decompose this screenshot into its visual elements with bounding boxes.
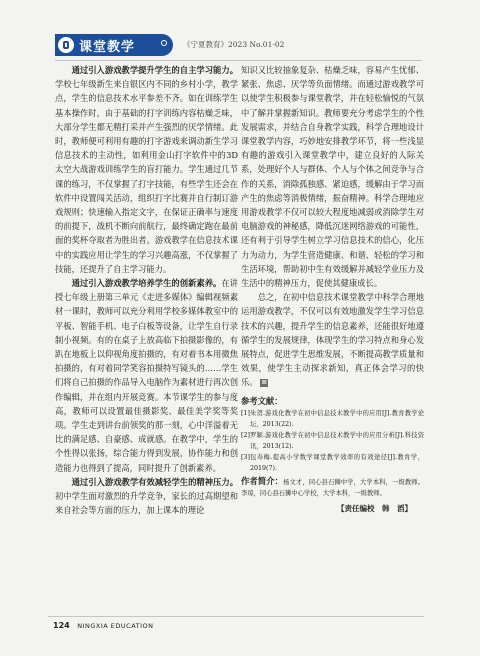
reference-text: 罗颖.游戏化教学在初中信息技术教学中的应用分析[J].科技资讯，2013(12). [250,431,424,450]
journal-name-en: NINGXIA EDUCATION [77,622,154,630]
reference-index: [1] [241,409,250,417]
page-footer [53,621,154,630]
author-label: 作者简介： [241,475,284,486]
right-column [241,63,424,516]
references-title: 参考文献： [241,395,283,406]
author-text: 杨文才，同心县石狮中学，大学本科，一级教师。李琼，同心县石狮中心学校，大学本科，一级教师。 [241,478,424,497]
reference-text: 朱贺.游戏化教学在初中信息技术教学中的应用[J].教育教学论坛，2013(22). [250,409,424,428]
journal-issue: 《宁夏教育》2023 No.01-02 [183,40,285,49]
page-header [55,34,422,56]
book-icon [58,37,74,53]
editor-credit: 【责任编校 韩 滔】 [337,503,412,513]
reference-item [241,408,424,430]
page-number: 124 [53,621,70,630]
paragraph [55,475,238,518]
paragraph-body: 初中学生面对激烈的升学竞争，家长的过高期望和来自社会等方面的压力，加上课本的理论 [55,491,238,516]
paragraph-heading: 通过引入游戏教学提升学生的自主学习能力。 [71,65,238,75]
header-divider [55,60,422,61]
left-column [55,63,238,518]
paragraph [55,276,238,475]
paragraph [55,63,238,276]
reference-item [241,430,424,452]
paragraph-body: 总之，在初中信息技术课堂教学中科学合理地运用游戏教学，不仅可以有效地激发学生学习信息技术的兴趣，提升学生的信息素养，还能很好地遵循学生的发展规律，体现学生的学习特点和身心发展特点，促进学生思维发展，不断提高教学质量和效果，使学生主动探求新知，真正体会学习的快乐。 [241,292,424,388]
paragraph-body: 在讲授七年级上册第三单元《走进多媒体》编辑视频素材一课时，教师可以充分利用学校多媒体教室中的平板、智能手机、电子白板等设备，让学生自行录制小视频。有的在桌子上放高临下拍摄影像的，有趴在地板上以仰视角度拍摄的，有对着书本用微焦拍摄的，有对着同学笑容拍摄特写镜头的……学生们将自己拍摄的作品导入电脑作为素材进行再次创作编辑，并在组内开展竞赛。本节课学生的参与度高，教师可以设置最佳摄影奖、最佳美学奖等奖项。学生走到讲台前领奖的那一刻，心中洋溢着无比的满足感、自豪感、成就感。在教学中，学生的个性得以张扬，综合能力得到发展，协作能力和创造能力也得到了提高，同时提升了创新素养。 [55,278,238,473]
section-banner [55,34,173,56]
paragraph-heading: 通过引入游戏教学有效减轻学生的精神压力。 [71,476,238,487]
paragraph [241,290,424,389]
paragraph-heading: 通过引入游戏教学培养学生的创新素养。 [71,278,222,289]
end-mark-icon: ⊠ [261,378,267,386]
section-label: 课堂教学 [79,40,136,55]
reference-index: [3] [241,453,250,461]
reference-text: 包寿梅.提高小学数学课堂教学效率的有效途径[J].教育学，2019(7). [250,453,424,472]
author-bio [241,476,424,499]
reference-item [241,452,424,474]
circle-icon [161,40,167,46]
paragraph-body: 学校七年级新生来自银区内不同的乡村小学，教学点，学生的信息技术水平参差不齐。如在训练学生基本操作时，由于基础的打字训练内容枯燥乏味，大部分学生都无精打采并产生强烈的厌学情绪。此时，教师便可利用有趣的打字游戏来调动新生学习信息技术的主动性，如利用金山打字软件中的3D太空大战游戏训练学生的盲打能力。学生通过几节课的练习，不仅掌握了打字技能，有些学生还会在软件中设置闯关活动，组织打字比赛并自行制订游戏规则；快速输入指定文字，在保证正确率与速度的前提下，战机不断向前航行，最终确定跑在最前面的奖杯夺取者为胜出者。游戏教学在信息技术课中的实践应用让学生的学习兴趣高涨，不仅掌握了技能，还提升了自主学习能力。 [55,79,238,274]
paragraph: 知识又比较抽象复杂、枯燥乏味，容易产生忧郁、紧张、焦虑、厌学等负面情绪。而通过游戏教学可以使学生积极参与课堂教学，并在轻松愉悦的气氛中了解并掌握新知识。教师要充分考虑学生的个性发展需求，并结合自身教学实践，科学合理地设计课堂教学内容，巧妙地安排教学环节，将一些浅显有趣的游戏引入课堂教学中，建立良好的人际关系，处理好个人与群体、个人与个体之间竞争与合作的关系，消除孤独感、紧迫感，缓解由于学习而产生的焦虑等消极情绪，振奋精神。科学合理地应用游戏教学不仅可以较大程度地减弱或消除学生对电脑游戏的神秘感，降低沉迷网络游戏的可能性，还有利于引导学生树立学习信息技术的信心，化压力为动力，为学生营造健康、和谐、轻松的学习和生活环境，帮助初中生有效缓解并减轻学业压力及生活中的精神压力，促使其健康成长。 [241,65,424,289]
reference-index: [2] [241,431,250,439]
footer-divider [48,616,424,617]
